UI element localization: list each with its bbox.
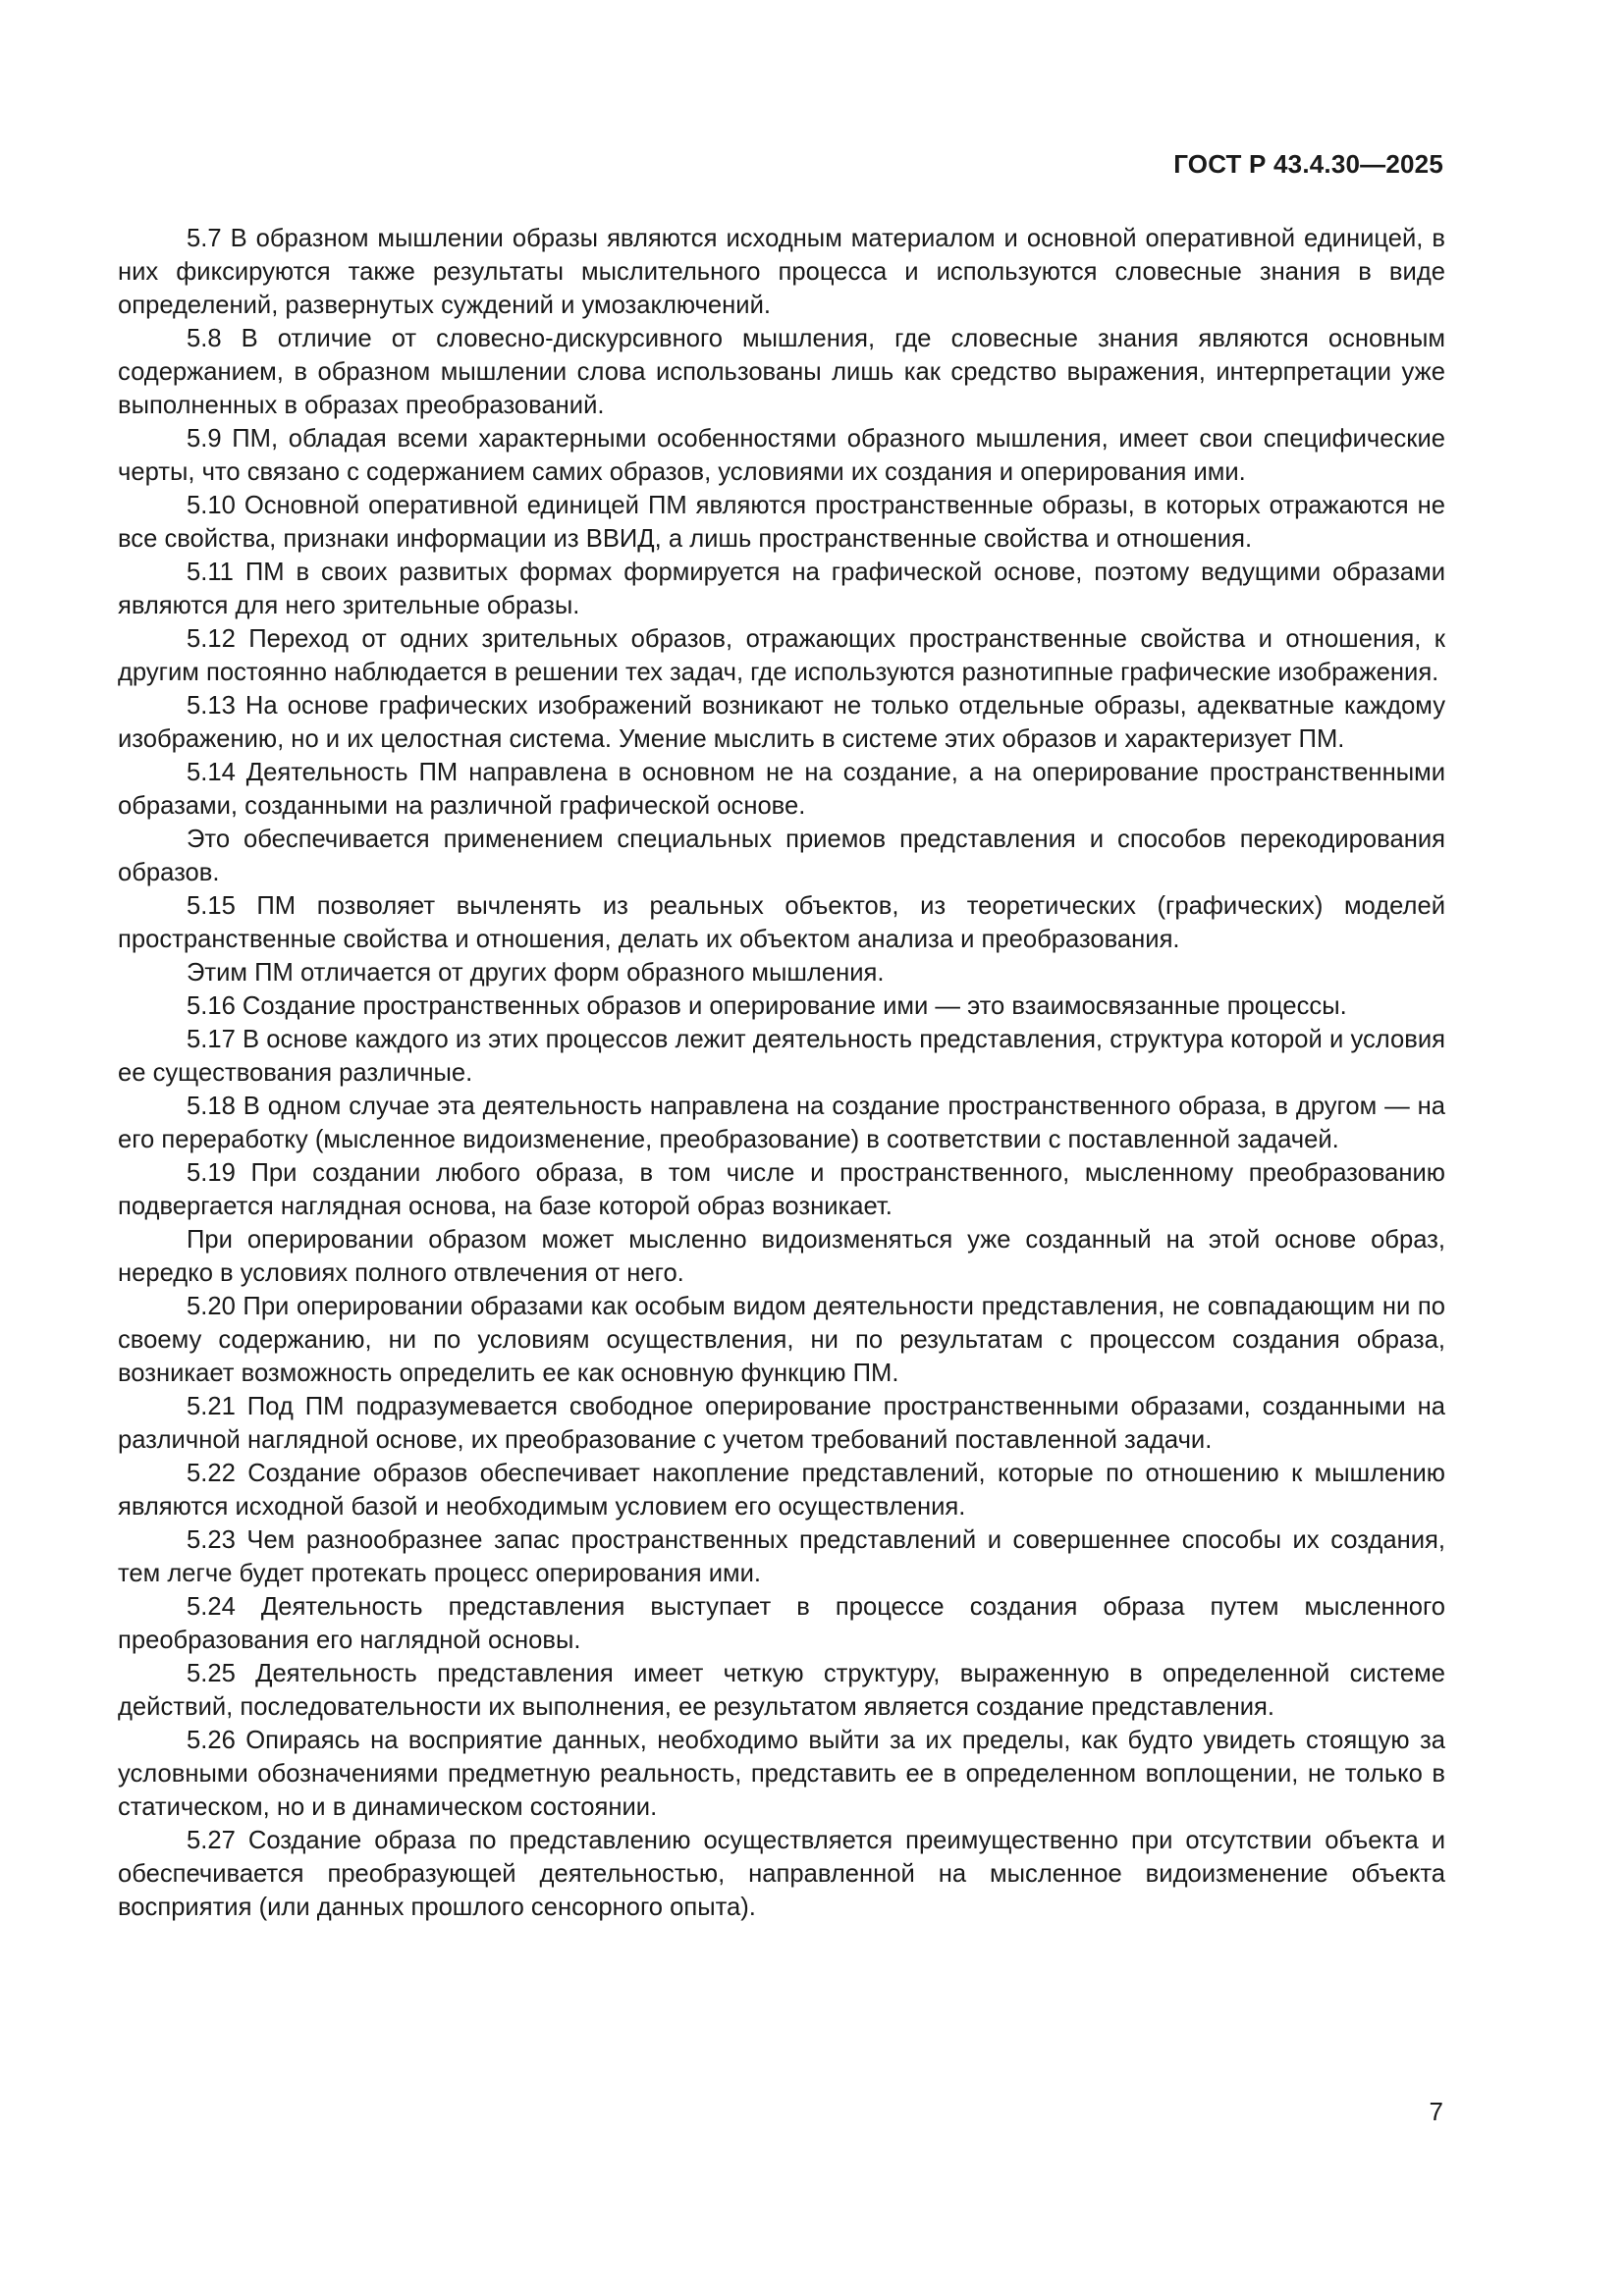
paragraph-5-20: 5.20 При оперировании образами как особым видом деятельности представления, не совпадающим ни по своему содержанию, ни по условиям осуществления, ни по результатам с процессом создания образа, возникает возможность определить ее как основную функцию ПМ. — [118, 1293, 1445, 1387]
paragraph-5-21: 5.21 Под ПМ подразумевается свободное оперирование пространственными образами, созданными на различной наглядной основе, их преобразование с учетом требований поставленной задачи. — [118, 1393, 1445, 1454]
paragraph-5-19-continuation: При оперировании образом может мысленно видоизменяться уже созданный на этой основе образ, нередко в условиях полного отвлечения от него. — [118, 1226, 1445, 1287]
paragraph-5-12: 5.12 Переход от одних зрительных образов, отражающих пространственные свойства и отношения, к другим постоянно наблюдается в решении тех задач, где используются разнотипные графические изображения. — [118, 625, 1445, 686]
paragraph-5-23: 5.23 Чем разнообразнее запас пространственных представлений и совершеннее способы их создания, тем легче будет протекать процесс оперирования ими. — [118, 1526, 1445, 1587]
paragraph-5-8: 5.8 В отличие от словесно-дискурсивного мышления, где словесные знания являются основным содержанием, в образном мышлении слова использованы лишь как средство выражения, интерпретации уже выполненных в образах преобразований. — [118, 325, 1445, 419]
paragraph-5-7: 5.7 В образном мышлении образы являются исходным материалом и основной оперативной единицей, в них фиксируются также результаты мыслительного процесса и используются словесные знания в виде определений, развернутых суждений и умозаключений. — [118, 225, 1445, 319]
paragraph-5-18: 5.18 В одном случае эта деятельность направлена на создание пространственного образа, в другом — на его переработку (мысленное видоизменение, преобразование) в соответствии с поставленной задачей. — [118, 1093, 1445, 1153]
paragraph-5-25: 5.25 Деятельность представления имеет четкую структуру, выраженную в определенной системе действий, последовательности их выполнения, ее результатом является создание представления. — [118, 1660, 1445, 1721]
paragraph-5-26: 5.26 Опираясь на восприятие данных, необходимо выйти за их пределы, как будто увидеть стоящую за условными обозначениями предметную реальность, представить ее в определенном воплощении, не только в статическом, но и в динамическом состоянии. — [118, 1727, 1445, 1821]
paragraph-5-15-continuation: Этим ПМ отличается от других форм образного мышления. — [187, 959, 885, 987]
paragraph-5-16: 5.16 Создание пространственных образов и оперирование ими — это взаимосвязанные процессы. — [187, 992, 1347, 1020]
paragraph-5-14: 5.14 Деятельность ПМ направлена в основном не на создание, а на оперирование пространственными образами, созданными на различной графической основе. — [118, 759, 1445, 820]
paragraph-5-15: 5.15 ПМ позволяет вычленять из реальных объектов, из теоретических (графических) моделей пространственные свойства и отношения, делать их объектом анализа и преобразования. — [118, 892, 1445, 953]
paragraph-5-17: 5.17 В основе каждого из этих процессов лежит деятельность представления, структура которой и условия ее существования различные. — [118, 1026, 1445, 1087]
paragraph-5-24: 5.24 Деятельность представления выступает в процессе создания образа путем мысленного преобразования его наглядной основы. — [118, 1593, 1445, 1654]
paragraph-5-10: 5.10 Основной оперативной единицей ПМ являются пространственные образы, в которых отражаются не все свойства, признаки информации из ВВИД, а лишь пространственные свойства и отношения. — [118, 492, 1445, 553]
paragraph-5-27: 5.27 Создание образа по представлению осуществляется преимущественно при отсутствии объекта и обеспечивается преобразующей деятельностью, направленной на мысленное видоизменение объекта восприятия (или данных прошлого сенсорного опыта). — [118, 1827, 1445, 1921]
paragraph-5-19: 5.19 При создании любого образа, в том числе и пространственного, мысленному преобразованию подвергается наглядная основа, на базе которой образ возникает. — [118, 1159, 1445, 1220]
document-body — [118, 222, 1445, 1924]
document-header-id: ГОСТ Р 43.4.30—2025 — [1173, 149, 1443, 179]
paragraph-5-9: 5.9 ПМ, обладая всеми характерными особенностями образного мышления, имеет свои специфические черты, что связано с содержанием самих образов, условиями их создания и оперирования ими. — [118, 425, 1445, 486]
paragraph-5-14-continuation: Это обеспечивается применением специальных приемов представления и способов перекодирования образов. — [118, 826, 1445, 886]
paragraph-5-11: 5.11 ПМ в своих развитых формах формируется на графической основе, поэтому ведущими образами являются для него зрительные образы. — [118, 559, 1445, 619]
paragraph-5-13: 5.13 На основе графических изображений возникают не только отдельные образы, адекватные каждому изображению, но и их целостная система. Умение мыслить в системе этих образов и характеризует ПМ. — [118, 692, 1445, 753]
paragraph-5-22: 5.22 Создание образов обеспечивает накопление представлений, которые по отношению к мышлению являются исходной базой и необходимым условием его осуществления. — [118, 1460, 1445, 1521]
page-number: 7 — [1429, 2097, 1443, 2126]
